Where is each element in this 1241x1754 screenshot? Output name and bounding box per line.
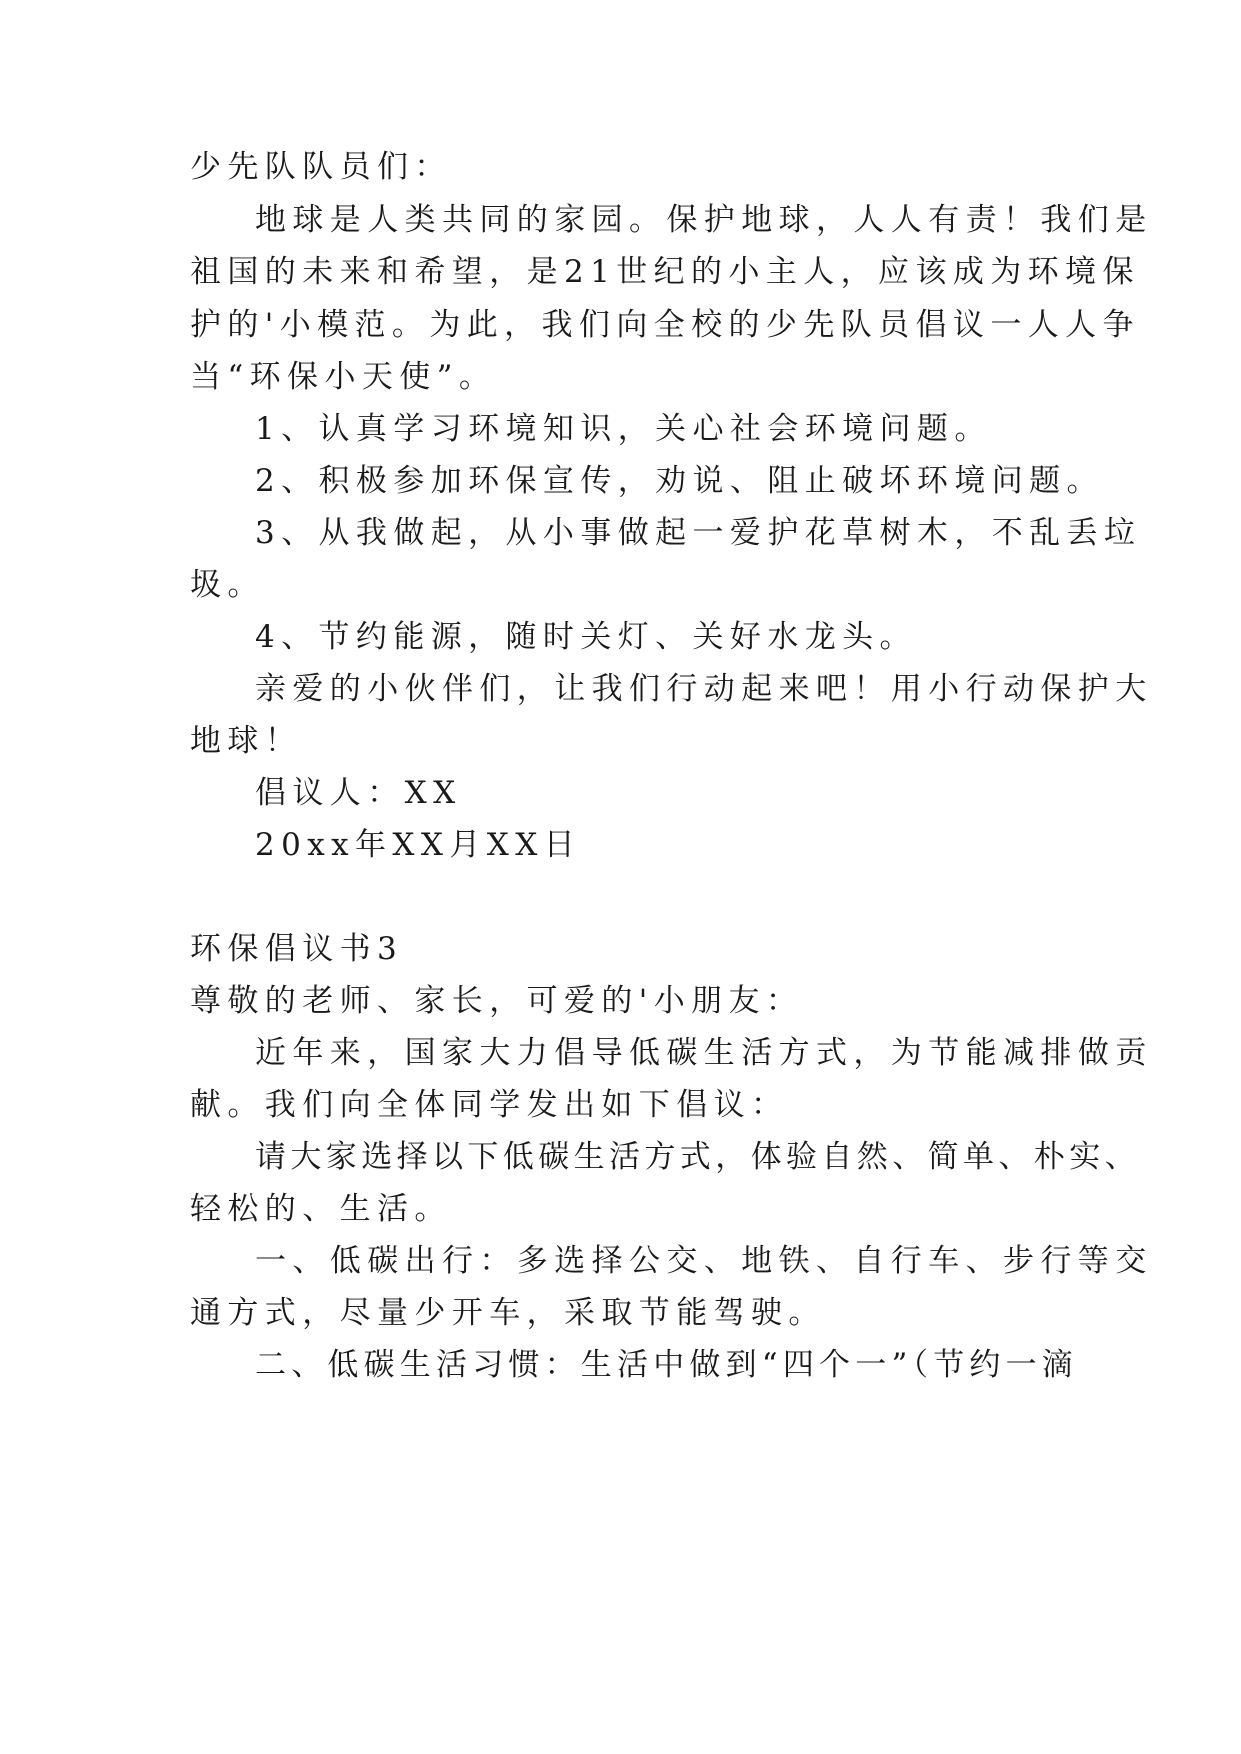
paragraph-line: 当“环保小天使”。 (190, 359, 497, 395)
list-item: 一、低碳出行：多选择公交、地铁、自行车、步行等交 (255, 1243, 1153, 1279)
paragraph-line: 护的'小模范。为此，我们向全校的少先队员倡议一人人争 (190, 307, 1140, 343)
closing-line: 亲爱的小伙伴们，让我们行动起来吧！用小行动保护大 (255, 671, 1153, 707)
paragraph-line: 祖国的未来和希望，是21世纪的小主人，应该成为环境保 (190, 254, 1140, 290)
closing-line: 地球！ (190, 723, 303, 759)
paragraph-line: 近年来，国家大力倡导低碳生活方式，为节能减排做贡 (255, 1035, 1153, 1071)
list-item: 4、节约能源，随时关灯、关好水龙头。 (255, 619, 917, 655)
section-title: 环保倡议书3 (190, 931, 404, 967)
paragraph-line: 地球是人类共同的家园。保护地球，人人有责！我们是 (255, 202, 1153, 238)
salutation: 少先队队员们： (190, 149, 452, 185)
list-item-continuation: 圾。 (190, 567, 265, 603)
list-item-continuation: 通方式，尽量少开车，采取节能驾驶。 (190, 1295, 826, 1331)
list-item: 2、积极参加环保宣传，劝说、阻止破坏环境问题。 (255, 463, 1104, 499)
list-item: 3、从我做起，从小事做起一爱护花草树木，不乱丢垃 (255, 515, 1142, 551)
paragraph-line: 献。我们向全体同学发出如下倡议： (190, 1087, 789, 1123)
paragraph-line: 请大家选择以下低碳生活方式，体验自然、简单、朴实、 (255, 1139, 1140, 1175)
date: 20xx年XX月XX日 (255, 827, 582, 863)
salutation: 尊敬的老师、家长，可爱的'小朋友： (190, 983, 804, 1019)
paragraph-line: 轻松的、生活。 (190, 1191, 452, 1227)
signer: 倡议人：XX (255, 775, 462, 811)
list-item: 1、认真学习环境知识，关心社会环境问题。 (255, 411, 992, 447)
list-item: 二、低碳生活习惯：生活中做到“四个一”（节约一滴 (255, 1347, 1078, 1383)
